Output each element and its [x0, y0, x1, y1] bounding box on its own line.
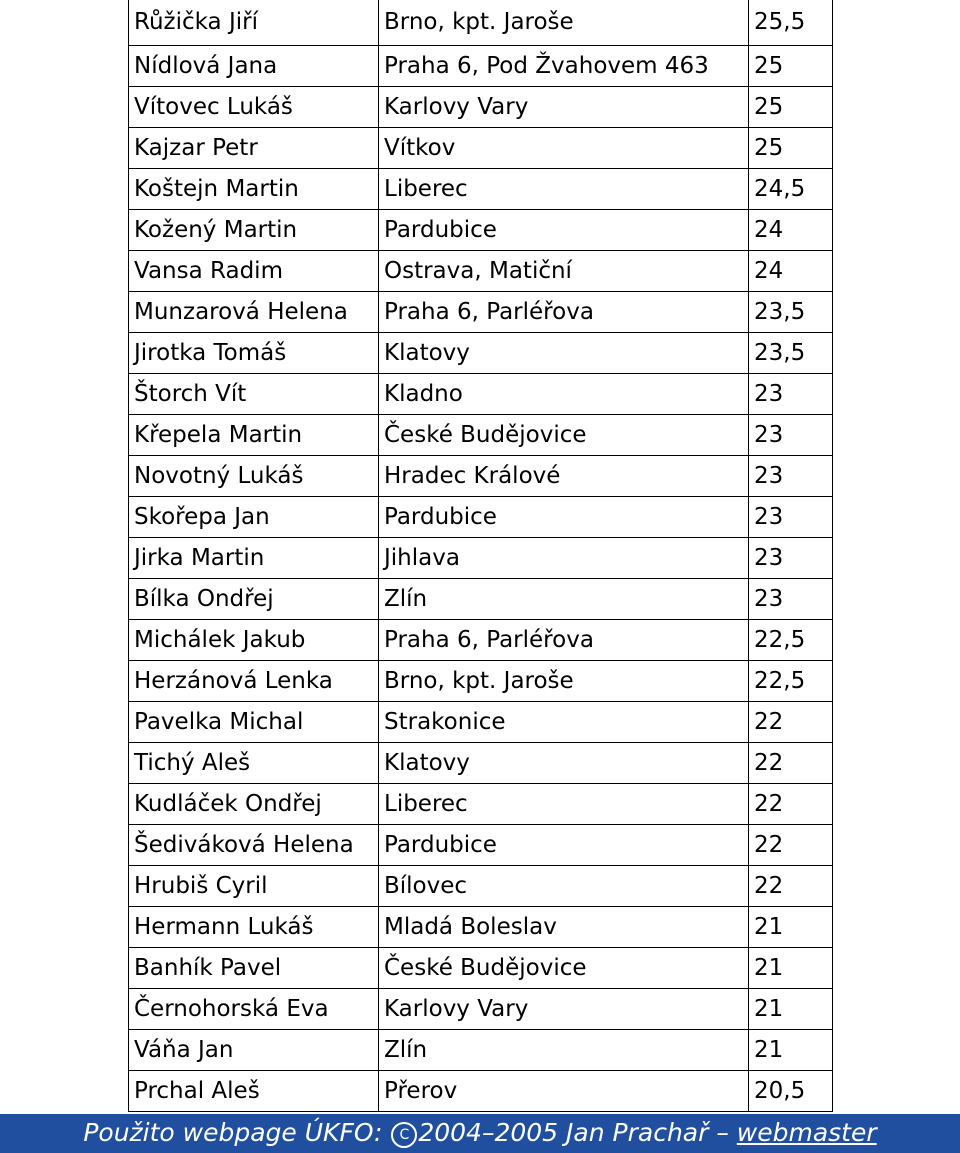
- score-cell: 25: [749, 46, 833, 87]
- table-row: [129, 1030, 833, 1071]
- table-row: [129, 620, 833, 661]
- place-cell: Karlovy Vary: [379, 989, 749, 1030]
- place-cell: Brno, kpt. Jaroše: [379, 661, 749, 702]
- name-cell: Herzánová Lenka: [129, 661, 379, 702]
- place-cell: Přerov: [379, 1071, 749, 1112]
- table-row: [129, 579, 833, 620]
- place-cell: Strakonice: [379, 702, 749, 743]
- score-cell: 21: [749, 948, 833, 989]
- name-cell: Jirka Martin: [129, 538, 379, 579]
- results-table-body: [129, 0, 833, 1112]
- place-cell: Kladno: [379, 374, 749, 415]
- table-row: [129, 661, 833, 702]
- score-cell: 24: [749, 251, 833, 292]
- place-cell: Pardubice: [379, 497, 749, 538]
- score-cell: 23: [749, 497, 833, 538]
- name-cell: Skořepa Jan: [129, 497, 379, 538]
- name-cell: Kožený Martin: [129, 210, 379, 251]
- name-cell: Novotný Lukáš: [129, 456, 379, 497]
- table-row: [129, 866, 833, 907]
- name-cell: Munzarová Helena: [129, 292, 379, 333]
- score-cell: 22: [749, 825, 833, 866]
- score-cell: 23: [749, 456, 833, 497]
- name-cell: Vansa Radim: [129, 251, 379, 292]
- place-cell: České Budějovice: [379, 948, 749, 989]
- name-cell: Černohorská Eva: [129, 989, 379, 1030]
- score-cell: 25,5: [749, 0, 833, 46]
- table-row: [129, 87, 833, 128]
- name-cell: Tichý Aleš: [129, 743, 379, 784]
- copyright-icon: C: [391, 1122, 417, 1148]
- table-row: [129, 169, 833, 210]
- results-table: [128, 0, 833, 1112]
- table-row: [129, 989, 833, 1030]
- name-cell: Křepela Martin: [129, 415, 379, 456]
- table-row: [129, 497, 833, 538]
- name-cell: Banhík Pavel: [129, 948, 379, 989]
- table-row: [129, 0, 833, 46]
- table-row: [129, 251, 833, 292]
- place-cell: Vítkov: [379, 128, 749, 169]
- table-row: [129, 374, 833, 415]
- place-cell: Klatovy: [379, 333, 749, 374]
- score-cell: 23: [749, 415, 833, 456]
- place-cell: Mladá Boleslav: [379, 907, 749, 948]
- place-cell: Liberec: [379, 169, 749, 210]
- table-row: [129, 292, 833, 333]
- table-row: [129, 784, 833, 825]
- name-cell: Koštejn Martin: [129, 169, 379, 210]
- place-cell: Jihlava: [379, 538, 749, 579]
- table-row: [129, 538, 833, 579]
- place-cell: Praha 6, Parléřova: [379, 620, 749, 661]
- place-cell: Pardubice: [379, 825, 749, 866]
- place-cell: Ostrava, Matiční: [379, 251, 749, 292]
- score-cell: 23,5: [749, 292, 833, 333]
- score-cell: 22,5: [749, 661, 833, 702]
- table-row: [129, 210, 833, 251]
- name-cell: Nídlová Jana: [129, 46, 379, 87]
- score-cell: 24: [749, 210, 833, 251]
- place-cell: Pardubice: [379, 210, 749, 251]
- place-cell: Brno, kpt. Jaroše: [379, 0, 749, 46]
- name-cell: Michálek Jakub: [129, 620, 379, 661]
- score-cell: 22: [749, 743, 833, 784]
- score-cell: 22: [749, 866, 833, 907]
- name-cell: Váňa Jan: [129, 1030, 379, 1071]
- place-cell: Zlín: [379, 1030, 749, 1071]
- table-row: [129, 743, 833, 784]
- score-cell: 20,5: [749, 1071, 833, 1112]
- table-row: [129, 1071, 833, 1112]
- score-cell: 22: [749, 784, 833, 825]
- table-row: [129, 333, 833, 374]
- name-cell: Kajzar Petr: [129, 128, 379, 169]
- score-cell: 23: [749, 538, 833, 579]
- score-cell: 25: [749, 87, 833, 128]
- footer-years-author: 2004–2005 Jan Prachař –: [418, 1118, 737, 1147]
- place-cell: Praha 6, Parléřova: [379, 292, 749, 333]
- table-row: [129, 128, 833, 169]
- table-row: [129, 46, 833, 87]
- score-cell: 24,5: [749, 169, 833, 210]
- place-cell: Karlovy Vary: [379, 87, 749, 128]
- score-cell: 23: [749, 374, 833, 415]
- score-cell: 21: [749, 989, 833, 1030]
- webmaster-link[interactable]: webmaster: [736, 1118, 877, 1147]
- score-cell: 21: [749, 907, 833, 948]
- score-cell: 23,5: [749, 333, 833, 374]
- name-cell: Štorch Vít: [129, 374, 379, 415]
- name-cell: Šediváková Helena: [129, 825, 379, 866]
- score-cell: 23: [749, 579, 833, 620]
- place-cell: České Budějovice: [379, 415, 749, 456]
- footer-bar: [0, 1114, 960, 1153]
- place-cell: Zlín: [379, 579, 749, 620]
- name-cell: Prchal Aleš: [129, 1071, 379, 1112]
- table-row: [129, 825, 833, 866]
- name-cell: Růžička Jiří: [129, 0, 379, 46]
- name-cell: Hrubiš Cyril: [129, 866, 379, 907]
- table-row: [129, 702, 833, 743]
- place-cell: Liberec: [379, 784, 749, 825]
- place-cell: Klatovy: [379, 743, 749, 784]
- score-cell: 25: [749, 128, 833, 169]
- place-cell: Hradec Králové: [379, 456, 749, 497]
- name-cell: Hermann Lukáš: [129, 907, 379, 948]
- table-row: [129, 948, 833, 989]
- score-cell: 22: [749, 702, 833, 743]
- name-cell: Vítovec Lukáš: [129, 87, 379, 128]
- name-cell: Kudláček Ondřej: [129, 784, 379, 825]
- footer-prefix: Použito webpage ÚKFO:: [83, 1118, 391, 1147]
- table-row: [129, 415, 833, 456]
- score-cell: 22,5: [749, 620, 833, 661]
- place-cell: Praha 6, Pod Žvahovem 463: [379, 46, 749, 87]
- score-cell: 21: [749, 1030, 833, 1071]
- name-cell: Bílka Ondřej: [129, 579, 379, 620]
- name-cell: Pavelka Michal: [129, 702, 379, 743]
- place-cell: Bílovec: [379, 866, 749, 907]
- table-row: [129, 907, 833, 948]
- name-cell: Jirotka Tomáš: [129, 333, 379, 374]
- table-row: [129, 456, 833, 497]
